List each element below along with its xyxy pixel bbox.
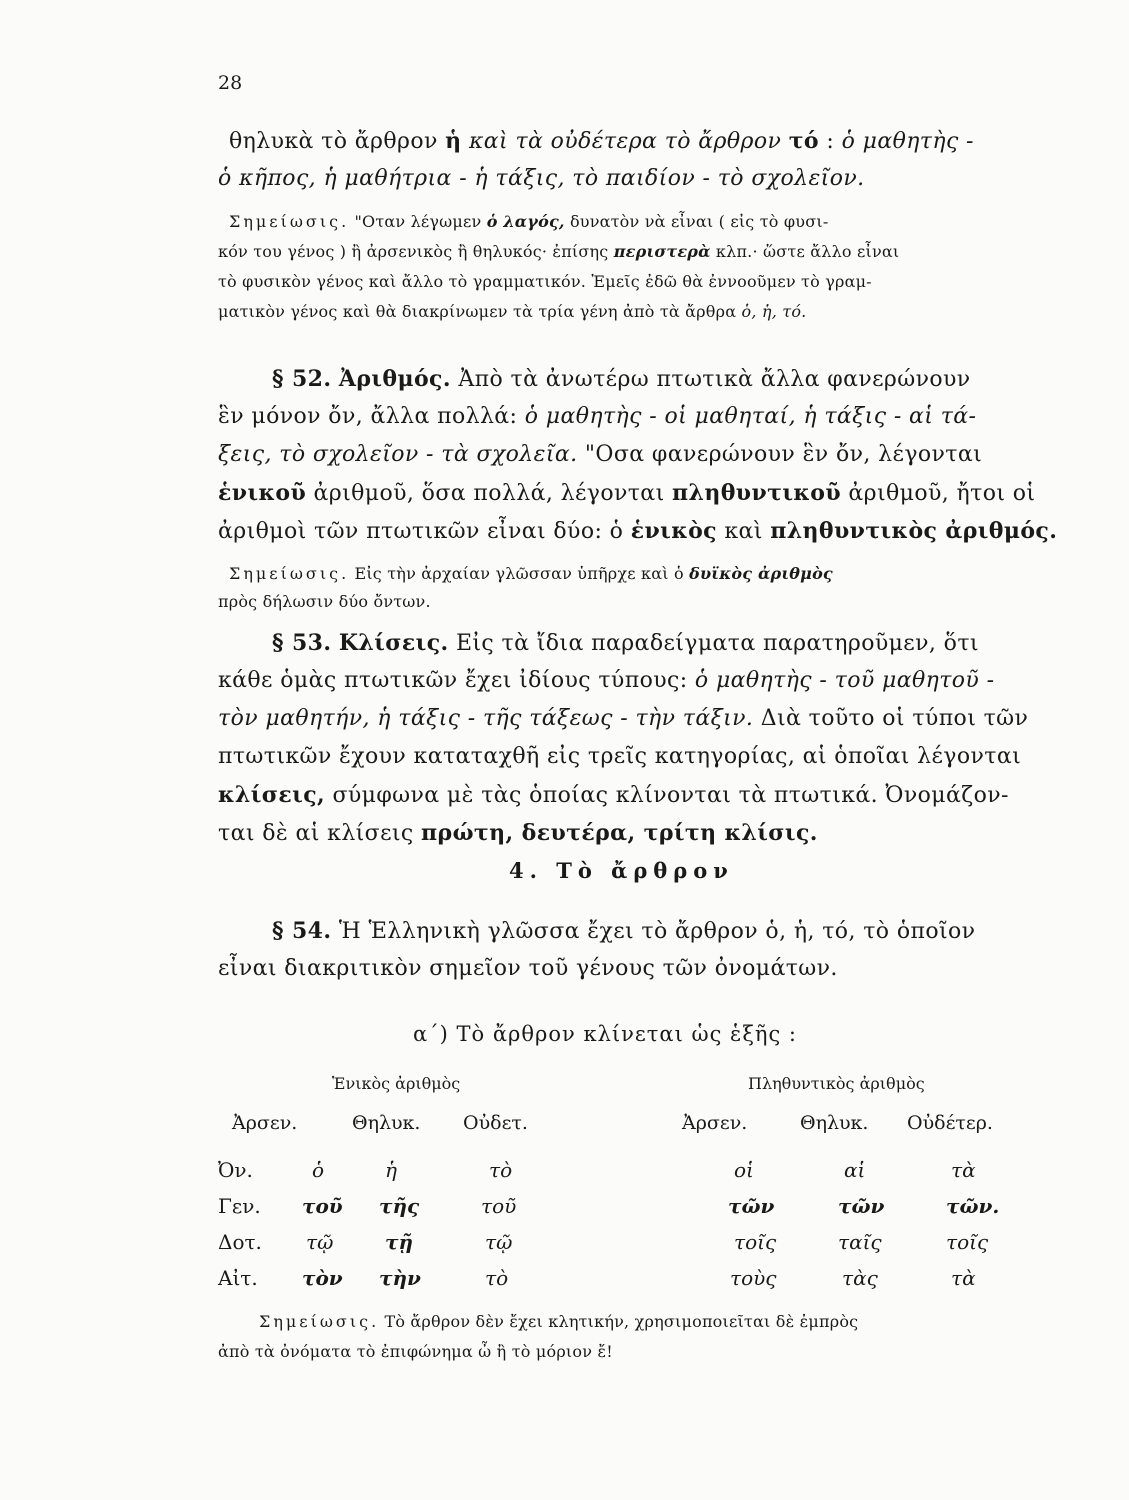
text-run: ἀριθμοῦ, ἤτοι οἱ [841,481,1036,506]
note-line: πρὸς δήλωσιν δύο ὄντων. [218,592,431,611]
text-run: ὁ μαθητὴς - οἱ μαθηταί, ἡ τάξις - αἱ τά- [524,404,977,429]
text-run: Ἡ Ἑλληνικὴ γλῶσσα ἔχει τὸ ἄρθρον ὁ, ἡ, τό, τὸ ὁποῖον [331,919,976,944]
column-header: Ἀρσεν. [682,1112,748,1134]
text-line [218,442,982,467]
note-label: Σημείωσις. [259,1312,380,1331]
text-run: Εἰς τὴν ἀρχαίαν γλῶσσαν ὑπῆρχε καὶ ὁ [349,564,690,583]
text-run: καὶ [716,519,771,544]
text-run: Διὰ τοῦτο οἱ τύποι τῶν [753,706,1029,731]
text-line: εἶναι διακριτικὸν σημεῖον τοῦ γένους τῶν ὀνομάτων. [218,956,838,981]
declension-caption: α΄) Τὸ ἄρθρον κλίνεται ὡς ἑξῆς : [413,1022,797,1046]
table-cell: τῇ [385,1230,413,1254]
text-run: τό [788,128,819,154]
table-cell: τῆς [379,1194,420,1218]
text-line [218,480,1035,506]
text-line [218,820,818,846]
section-number: § 52. [272,366,332,392]
section-52-line [272,366,971,392]
case-label: Δοτ. [218,1230,262,1254]
table-cell: τοῦ [481,1194,517,1218]
text-run: ὁ, ἡ, τό. [741,302,807,321]
text-run: ξεις, τὸ σχολεῖον - τὰ σχολεῖα. [218,442,578,467]
note-line: τὸ φυσικὸν γένος καὶ ἄλλο τὸ γραμματικόν. Ἐμεῖς ἐδῶ θὰ ἐννοοῦμεν τὸ γραμ- [218,272,872,291]
text-line [218,706,1028,731]
table-cell: τὸ [485,1266,509,1290]
section-number: § 54. [272,918,332,944]
table-cell: οἱ [734,1158,754,1182]
case-label: Ὀν. [218,1158,253,1182]
table-cell: αἱ [844,1158,866,1182]
singular-label: Ἑνικὸς ἀριθμὸς [332,1074,461,1093]
text-line [218,782,1009,808]
table-cell: τὰς [842,1266,878,1290]
text-run: ται δὲ αἱ κλίσεις [218,821,422,846]
text-line [218,518,1057,544]
text-run: κλίσεις, [218,782,326,808]
table-cell: τὸν [302,1266,343,1290]
note-label: Σημείωσις. [229,212,350,231]
text-run: ἓν μόνον ὄν, ἄλλα πολλά: [218,404,525,429]
column-header: Θηλυκ. [352,1112,421,1134]
note-line [218,242,899,261]
text-run: δυϊκὸς ἀριθμὸς [689,564,833,583]
column-header: Οὐδέτερ. [907,1112,993,1134]
text-line: πτωτικῶν ἔχουν καταταχθῆ εἰς τρεῖς κατηγορίας, αἱ ὁποῖαι λέγονται [218,744,1022,769]
section-54-line [272,918,975,944]
text-run: Ἀπὸ τὰ ἀνωτέρω πτωτικὰ ἄλλα φανερώνουν [450,367,971,392]
text-run: κάθε ὁμὰς πτωτικῶν ἔχει ἰδίους τύπους: [218,668,695,693]
text-run: τὸν μαθητήν, ἡ τάξις - τῆς τάξεως - τὴν τάξιν. [218,706,754,731]
note-line [229,212,828,231]
table-cell: τὴν [379,1266,421,1290]
table-cell: ταῖς [838,1230,882,1254]
text-run: κόν του γένος ) ἢ ἀρσενικὸς ἢ θηλυκός· ἐπίσης [218,242,614,261]
text-run: περιστερὰ [613,242,711,261]
text-line: ὁ κῆπος, ἡ μαθήτρια - ἡ τάξις, τὸ παιδίον - τὸ σχολεῖον. [218,166,865,191]
text-line [229,128,974,154]
column-header: Ἀρσεν. [232,1112,298,1134]
table-cell: τὰ [951,1158,976,1182]
column-header: Οὐδετ. [463,1112,528,1134]
section-title: Ἀριθμός. [338,366,451,392]
text-run: : [818,129,842,154]
table-cell: ἡ [385,1158,397,1182]
note-line [229,564,833,583]
text-run: δυνατὸν νὰ εἶναι ( εἰς τὸ φυσι- [564,212,829,231]
text-run: σύμφωνα μὲ τὰς ὁποίας κλίνονται τὰ πτωτικά. Ὀνομάζον- [325,783,1009,808]
plural-label: Πληθυντικὸς ἀριθμὸς [748,1074,925,1093]
text-run: ἡ [445,128,462,154]
table-cell: τῶν. [946,1194,1000,1218]
text-run: καὶ τὰ οὐδέτερα τὸ ἄρθρον [461,129,789,154]
text-line [218,668,994,693]
text-run: Τὸ ἄρθρον δὲν ἔχει κλητικήν, χρησιμοποιεῖται δὲ ἐμπρὸς [379,1312,859,1331]
note-label: Σημείωσις. [229,564,350,583]
table-cell: τὰ [951,1266,976,1290]
note-line: ἀπὸ τὰ ὀνόματα τὸ ἐπιφώνημα ὦ ἢ τὸ μόριον ἔ! [218,1342,613,1361]
table-cell: τοὺς [730,1266,777,1290]
text-run: ἑνικοῦ [218,480,307,506]
text-run: "Οταν λέγωμεν [349,212,487,231]
column-header: Θηλυκ. [800,1112,869,1134]
table-cell: ὁ [312,1158,325,1182]
text-run: πρώτη, δευτέρα, τρίτη κλίσις. [421,820,818,846]
page-number: 28 [218,72,243,94]
table-cell: τοῖς [734,1230,777,1254]
text-run: πληθυντικὸς ἀριθμός. [770,518,1058,544]
table-cell: τῶν [728,1194,775,1218]
text-run: "Οσα φανερώνουν ἓν ὄν, λέγονται [577,442,983,467]
section-number: § 53. [272,630,332,656]
table-cell: τῷ [485,1230,513,1254]
text-run: πληθυντικοῦ [671,480,841,506]
case-label: Αἰτ. [218,1266,258,1290]
text-line [218,404,976,429]
text-run: ὁ μαθητὴς - τοῦ μαθητοῦ - [694,668,995,693]
note-line [259,1312,858,1331]
table-cell: τῷ [306,1230,334,1254]
section-title: Κλίσεις. [338,630,449,656]
text-run: ἀριθμοῦ, ὅσα πολλά, λέγονται [306,481,672,506]
chapter-heading: 4. Τὸ ἄρθρον [509,858,734,883]
case-label: Γεν. [218,1194,261,1218]
text-run: Εἰς τὰ ἴδια παραδείγματα παρατηροῦμεν, ὅτι [448,631,979,656]
text-run: κλπ.· ὥστε ἄλλο εἶναι [710,242,900,261]
table-cell: τοῦ [302,1194,343,1218]
text-run: ἀριθμοὶ τῶν πτωτικῶν εἶναι δύο: ὁ [218,519,631,544]
text-run: ματικὸν γένος καὶ θὰ διακρίνωμεν τὰ τρία γένη ἀπὸ τὰ ἄρθρα [218,302,742,321]
note-line [218,302,806,321]
table-cell: τῶν [838,1194,885,1218]
table-cell: τοῖς [946,1230,989,1254]
text-run: ἑνικὸς [630,518,717,544]
table-cell: τὸ [489,1158,513,1182]
section-53-line [272,630,979,656]
text-run: θηλυκὰ τὸ ἄρθρον [229,129,446,154]
text-run: ὁ λαγός, [486,212,565,231]
text-run: ὁ μαθητὴς - [841,129,974,154]
